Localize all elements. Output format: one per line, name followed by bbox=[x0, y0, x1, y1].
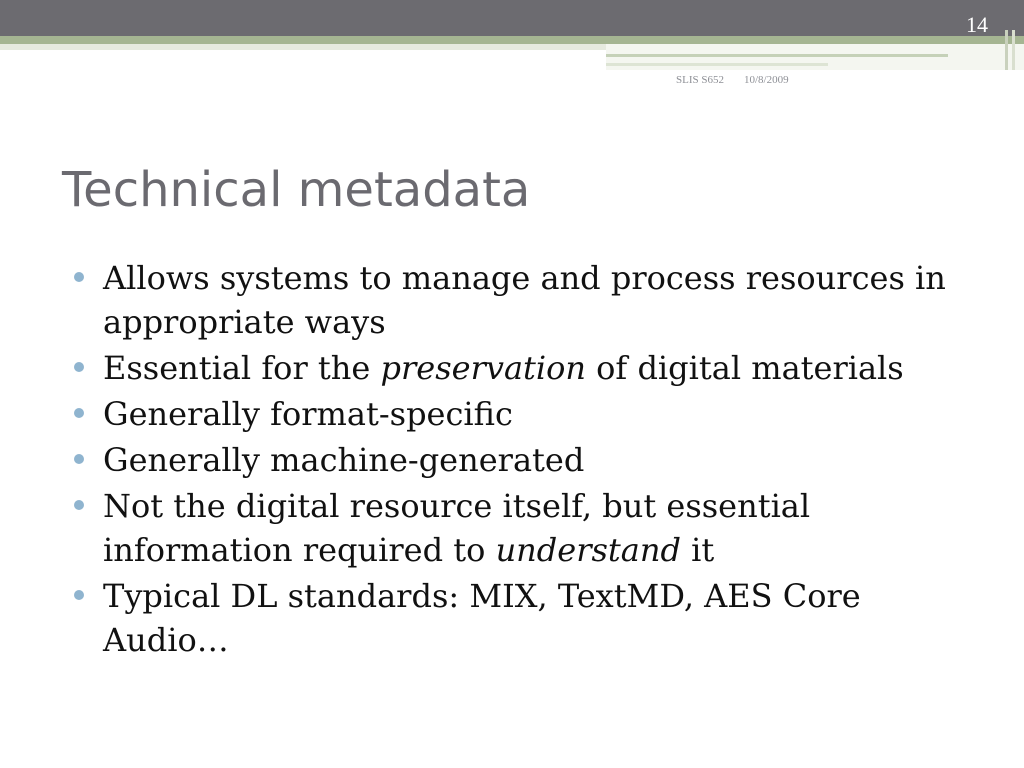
header-edge-rule bbox=[1012, 30, 1015, 70]
bullet-text: Allows systems to manage and process resources in appropriate ways bbox=[103, 259, 946, 341]
bullet-text: Generally machine-generated bbox=[103, 441, 585, 479]
bullet-dot-icon bbox=[74, 454, 84, 464]
accent-stripe bbox=[0, 36, 1024, 44]
slide-title: Technical metadata bbox=[62, 162, 531, 218]
header-edge-rule bbox=[1005, 30, 1008, 70]
bullet-item bbox=[74, 438, 974, 482]
bullet-text: Essential for the bbox=[103, 349, 381, 387]
bullet-item bbox=[74, 256, 974, 344]
bullet-item bbox=[74, 346, 974, 390]
bullet-text: of digital materials bbox=[585, 349, 904, 387]
header-band bbox=[0, 0, 1024, 36]
bullet-emphasis: understand bbox=[495, 531, 681, 569]
slide-date: 10/8/2009 bbox=[744, 74, 789, 86]
bullet-item bbox=[74, 484, 974, 572]
bullet-item bbox=[74, 392, 974, 436]
bullet-dot-icon bbox=[74, 500, 84, 510]
bullet-dot-icon bbox=[74, 590, 84, 600]
header-tab-rule bbox=[606, 54, 948, 57]
slide-number: 14 bbox=[966, 12, 988, 37]
bullet-text: Not the digital resource itself, but essential information required to bbox=[103, 487, 811, 569]
course-code: SLIS S652 bbox=[676, 74, 724, 86]
bullet-item bbox=[74, 574, 974, 662]
header-tab bbox=[606, 44, 1024, 70]
header-tab-rule bbox=[606, 63, 828, 66]
bullet-dot-icon bbox=[74, 408, 84, 418]
bullet-text: Generally format-specific bbox=[103, 395, 513, 433]
bullet-dot-icon bbox=[74, 272, 84, 282]
bullet-text: Typical DL standards: MIX, TextMD, AES Core Audio… bbox=[103, 577, 861, 659]
bullet-text: it bbox=[680, 531, 715, 569]
bullet-dot-icon bbox=[74, 362, 84, 372]
slide-footer bbox=[676, 74, 809, 86]
bullet-list bbox=[74, 256, 974, 664]
bullet-emphasis: preservation bbox=[380, 349, 586, 387]
